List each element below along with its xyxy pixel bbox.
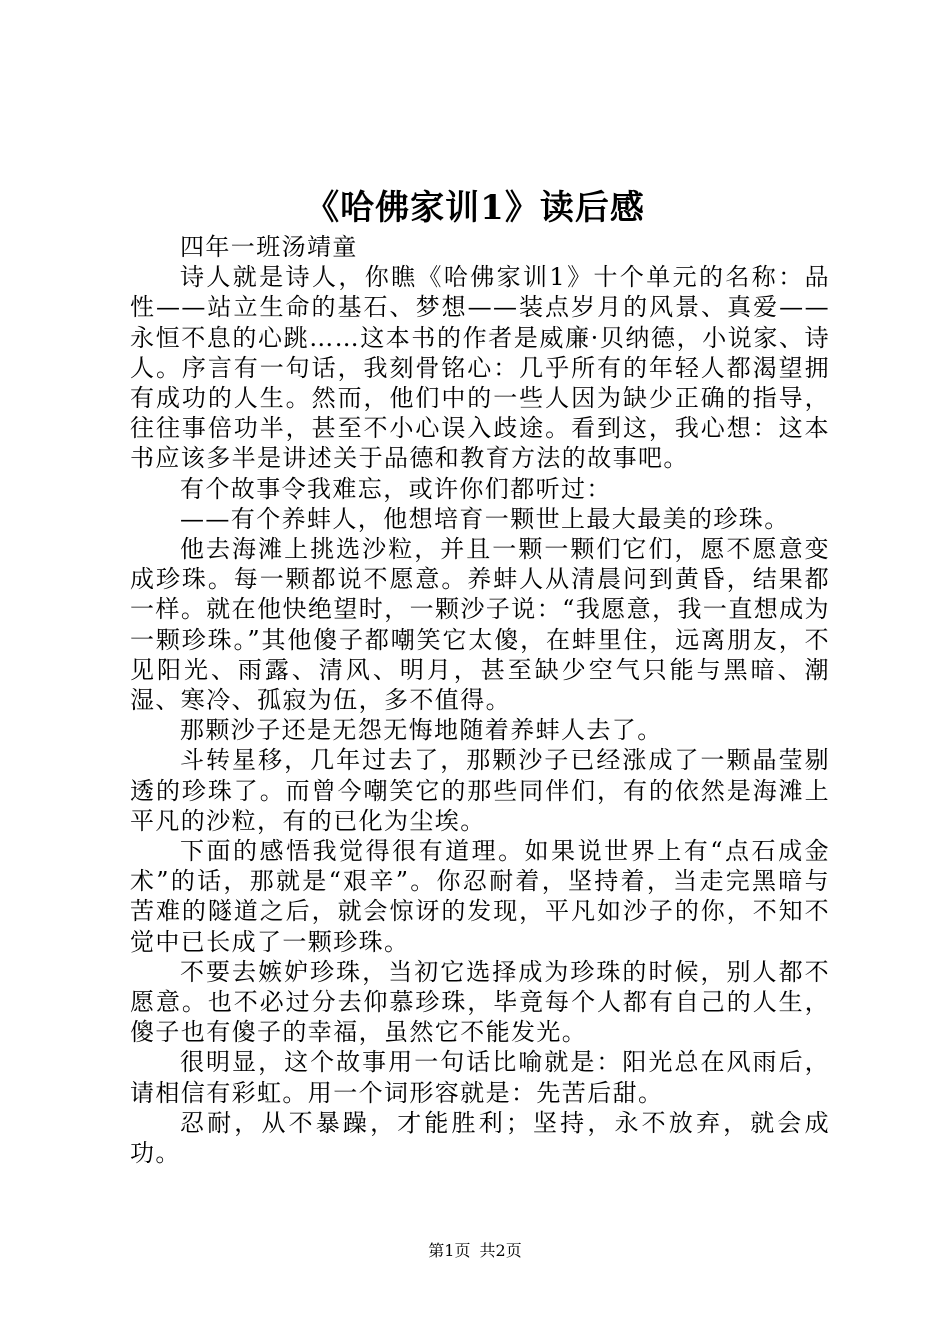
page-number: 第1页 [428,1241,471,1260]
paragraph: ——有个养蚌人，他想培育一颗世上最大最美的珍珠。 [180,504,790,533]
page-footer [0,1240,950,1262]
paragraph: 不要去嫉妒珍珠，当初它选择成为珍珠的时候，别人都不愿意。也不必过分去仰慕珍珠，毕竟每个人都有自己的人生，傻子也有傻子的幸福，虽然它不能发光。 [130,957,830,1047]
document-title: 《哈佛家训1》读后感 [305,188,645,228]
paragraph: 有个故事令我难忘，或许你们都听过： [180,474,612,503]
paragraph: 诗人就是诗人，你瞧《哈佛家训1》十个单元的名称：品性——站立生命的基石、梦想——装点岁月的风景、真爱——永恒不息的心跳……这本书的作者是威廉·贝纳德，小说家、诗人。序言有一句话，我刻骨铭心：几乎所有的年轻人都渴望拥有成功的人生。然而，他们中的一些人因为缺少正确的指导，往往事倍功半，甚至不小心误入歧途。看到这，我心想：这本书应该多半是讲述关于品德和教育方法的故事吧。 [130,263,830,473]
paragraph: 忍耐，从不暴躁，才能胜利；坚持，永不放弃，就会成功。 [130,1108,830,1168]
paragraph: 下面的感悟我觉得很有道理。如果说世界上有“点石成金术”的话，那就是“艰辛”。你忍耐着，坚持着，当走完黑暗与苦难的隧道之后，就会惊讶的发现，平凡如沙子的你，不知不觉中已长成了一颗珍珠。 [130,837,830,956]
document-body [130,232,830,1168]
author-line: 四年一班汤靖童 [180,233,358,261]
paragraph: 那颗沙子还是无怨无悔地随着养蚌人去了。 [180,716,663,745]
paragraph: 很明显，这个故事用一句话比喻就是：阳光总在风雨后，请相信有彩虹。用一个词形容就是：先苦后甜。 [130,1048,830,1107]
page-total: 共2页 [479,1241,522,1260]
paragraph: 他去海滩上挑选沙粒，并且一颗一颗们它们，愿不愿意变成珍珠。每一颗都说不愿意。养蚌人从清晨问到黄昏，结果都一样。就在他快绝望时，一颗沙子说：“我愿意，我一直想成为一颗珍珠。”其他傻子都嘲笑它太傻，在蚌里住，远离朋友，不见阳光、雨露、清风、明月，甚至缺少空气只能与黑暗、潮湿、寒冷、孤寂为伍，多不值得。 [130,535,830,715]
paragraph: 斗转星移，几年过去了，那颗沙子已经涨成了一颗晶莹剔透的珍珠了。而曾今嘲笑它的那些同伴们，有的依然是海滩上平凡的沙粒，有的已化为尘埃。 [130,746,830,835]
